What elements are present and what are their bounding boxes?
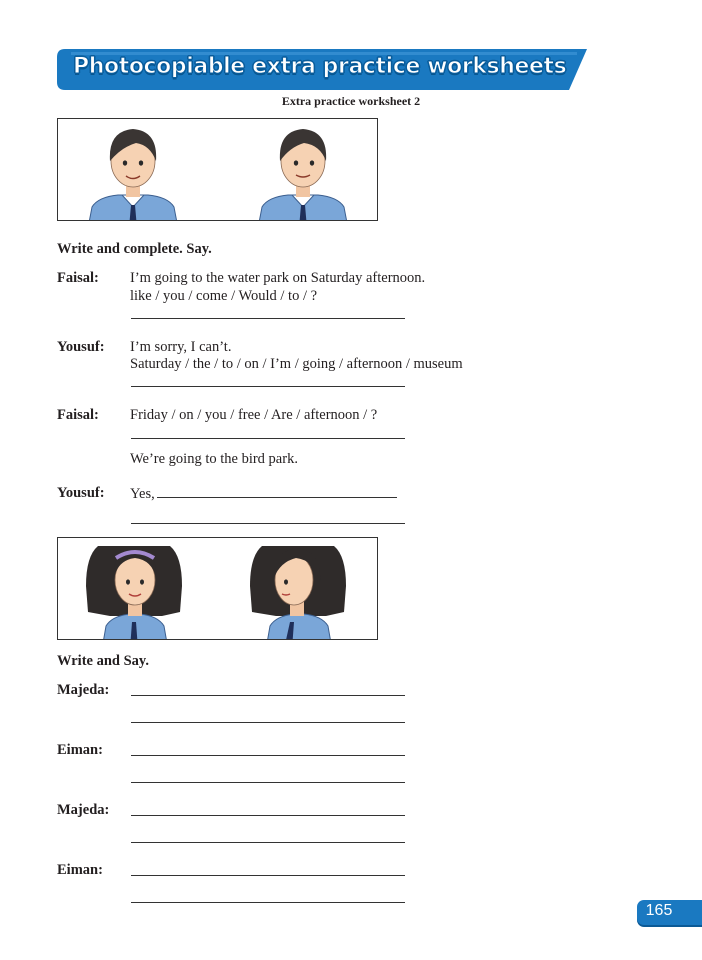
answer-blank[interactable]: [131, 755, 405, 756]
answer-blank[interactable]: [131, 386, 405, 387]
answer-blank[interactable]: [131, 523, 405, 524]
word-scramble: Saturday / the / to / on / I’m / going / afternoon / museum: [130, 356, 463, 372]
answer-blank[interactable]: [131, 695, 405, 696]
page-number-tab: [637, 900, 702, 925]
girls-illustration: [57, 537, 378, 640]
answer-blank[interactable]: [131, 902, 405, 903]
section2-instruction: Write and Say.: [57, 653, 149, 669]
dialogue-line: I’m sorry, I can’t.: [130, 339, 232, 355]
answer-blank[interactable]: [131, 815, 405, 816]
speaker-yousuf-1: Yousuf:: [57, 339, 105, 355]
worksheet-subtitle: Extra practice worksheet 2: [281, 94, 421, 108]
speaker-majeda-1: Majeda:: [57, 682, 110, 698]
dialogue-line: I’m going to the water park on Saturday afternoon.: [130, 270, 426, 286]
answer-blank[interactable]: [131, 842, 405, 843]
answer-blank-inline[interactable]: [157, 485, 397, 498]
answer-blank[interactable]: [131, 318, 405, 319]
answer-blank[interactable]: [131, 875, 405, 876]
speaker-eiman-2: Eiman:: [57, 862, 103, 878]
yes-text: Yes,: [130, 486, 155, 502]
boys-drawing: [58, 119, 378, 221]
answer-blank[interactable]: [131, 722, 405, 723]
speaker-majeda-2: Majeda:: [57, 802, 110, 818]
banner-title: Photocopiable extra practice worksheets: [73, 54, 567, 79]
speaker-faisal-1: Faisal:: [57, 270, 99, 286]
speaker-faisal-2: Faisal:: [57, 407, 99, 423]
page-number: 165: [645, 902, 673, 919]
answer-blank[interactable]: [131, 438, 405, 439]
boys-illustration: [57, 118, 378, 221]
word-scramble: like / you / come / Would / to / ?: [130, 288, 318, 304]
girls-drawing: [58, 538, 378, 640]
section1-instruction: Write and complete. Say.: [57, 241, 212, 257]
speaker-eiman-1: Eiman:: [57, 742, 103, 758]
word-scramble: Friday / on / you / free / Are / afternoon / ?: [130, 407, 378, 423]
answer-blank[interactable]: [131, 782, 405, 783]
dialogue-line-yes: [130, 485, 397, 503]
worksheet-banner: [57, 49, 587, 90]
speaker-yousuf-2: Yousuf:: [57, 485, 105, 501]
dialogue-line: We’re going to the bird park.: [130, 451, 298, 467]
